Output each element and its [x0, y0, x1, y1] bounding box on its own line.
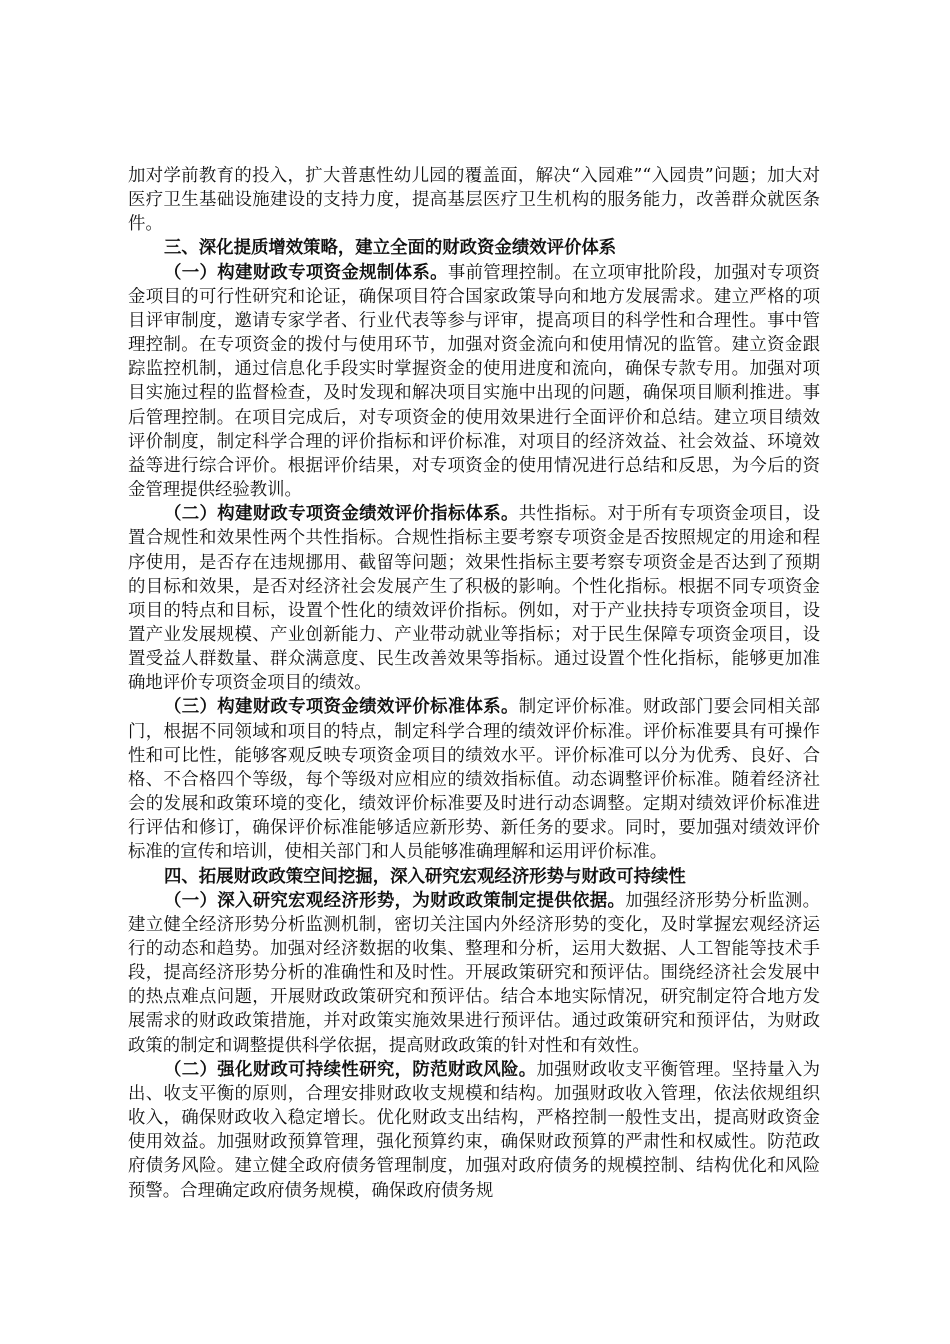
paragraph-4-2	[128, 1058, 820, 1203]
section-heading-3: 三、深化提质增效策略，建立全面的财政资金绩效评价体系	[164, 238, 617, 259]
paragraph-3-3	[128, 695, 820, 864]
paragraph-lead: （一）深入研究宏观经济形势，为财政政策制定提供依据。	[164, 890, 626, 911]
paragraph-continuation: 加对学前教育的投入，扩大普惠性幼儿园的覆盖面，解决“入园难”“入园贵”问题；加大对医疗卫生基础设施建设的支持力度，提高基层医疗卫生机构的服务能力，改善群众就医条件。	[128, 166, 820, 235]
paragraph-lead: （一）构建财政专项资金规制体系。	[164, 262, 448, 283]
document-page	[128, 164, 820, 1203]
paragraph-body: 共性指标。对于所有专项资金项目，设置合规性和效果性两个共性指标。合规性指标主要考察专项资金是否按照规定的用途和程序使用，是否存在违规挪用、截留等问题；效果性指标主要考察专项资金是否达到了预期的目标和效果，是否对经济社会发展产生了积极的影响。个性化指标。根据不同专项资金项目的特点和目标，设置个性化的绩效评价指标。例如，对于产业扶持专项资金项目，设置产业发展规模、产业创新能力、产业带动就业等指标；对于民生保障专项资金项目，设置受益人群数量、群众满意度、民生改善效果等指标。通过设置个性化指标，能够更加准确地评价专项资金项目的绩效。	[128, 504, 820, 694]
paragraph-lead: （三）构建财政专项资金绩效评价标准体系。	[164, 697, 519, 718]
paragraph-body: 加强经济形势分析监测。建立健全经济形势分析监测机制，密切关注国内外经济形势的变化，及时掌握宏观经济运行的动态和趋势。加强对经济数据的收集、整理和分析，运用大数据、人工智能等技术手段，提高经济形势分析的准确性和及时性。开展政策研究和预评估。围绕经济社会发展中的热点难点问题，开展财政政策研究和预评估。结合本地实际情况，研究制定符合地方发展需求的财政政策措施，并对政策实施效果进行预评估。通过政策研究和预评估，为财政政策的制定和调整提供科学依据，提高财政政策的针对性和有效性。	[128, 890, 820, 1056]
paragraph-3-1	[128, 261, 820, 503]
paragraph-body: 加强财政收支平衡管理。坚持量入为出、收支平衡的原则，合理安排财政收支规模和结构。加强财政收入管理，依法依规组织收入，确保财政收入稳定增长。优化财政支出结构，严格控制一般性支出，提高财政资金使用效益。加强财政预算管理，强化预算约束，确保财政预算的严肃性和权威性。防范政府债务风险。建立健全政府债务管理制度，加强对政府债务的规模控制、结构优化和风险预警。合理确定政府债务规模，确保政府债务规	[128, 1059, 820, 1201]
paragraph-body: 制定评价标准。财政部门要会同相关部门，根据不同领域和项目的特点，制定科学合理的绩效评价标准。评价标准要具有可操作性和可比性，能够客观反映专项资金项目的绩效水平。评价标准可以分为优秀、良好、合格、不合格四个等级，每个等级对应相应的绩效指标值。动态调整评价标准。随着经济社会的发展和政策环境的变化，绩效评价标准要及时进行动态调整。定期对绩效评价标准进行评估和修订，确保评价标准能够适应新形势、新任务的要求。同时，要加强对绩效评价标准的宣传和培训，使相关部门和人员能够准确理解和运用评价标准。	[128, 697, 820, 863]
paragraph-3-2	[128, 502, 820, 695]
section-heading-4: 四、拓展财政政策空间挖掘，深入研究宏观经济形势与财政可持续性	[164, 866, 686, 887]
paragraph-lead: （二）构建财政专项资金绩效评价指标体系。	[164, 504, 519, 525]
paragraph-4-1	[128, 889, 820, 1058]
paragraph-body: 事前管理控制。在立项审批阶段，加强对专项资金项目的可行性研究和论证，确保项目符合国家政策导向和地方发展需求。建立严格的项目评审制度，邀请专家学者、行业代表等参与评审，提高项目的科学性和合理性。事中管理控制。在专项资金的拨付与使用环节，加强对资金流向和使用情况的监管。建立资金跟踪监控机制，通过信息化手段实时掌握资金的使用进度和流向，确保专款专用。加强对项目实施过程的监督检查，及时发现和解决项目实施中出现的问题，确保项目顺利推进。事后管理控制。在项目完成后，对专项资金的使用效果进行全面评价和总结。建立项目绩效评价制度，制定科学合理的评价指标和评价标准，对项目的经济效益、社会效益、环境效益等进行综合评价。根据评价结果，对专项资金的使用情况进行总结和反思，为今后的资金管理提供经验教训。	[128, 262, 820, 501]
paragraph-lead: （二）强化财政可持续性研究，防范财政风险。	[164, 1059, 537, 1080]
